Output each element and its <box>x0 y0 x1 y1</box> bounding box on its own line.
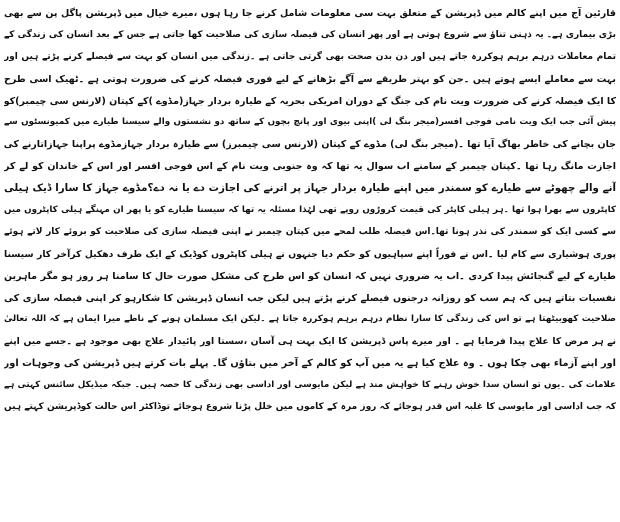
text-line-18: علامات کی ۔یوں تو انسان سدا خوش رہنے کا خواہش مند ہے لیکن مایوسی اور اداسی بھی زندگی کا حصہ ہیں۔ جبکہ میڈیکل سائنس کہتی ہے <box>4 380 616 391</box>
text-line-5: کا ایک فیصلہ کرنے کی ضرورت ویت نام کی جنگ کے دوران امریکی بحریہ کے طیارہ بردار جہاز(مڈوے )کے کپتان (لارنس سی چیمبر)کو <box>4 95 616 107</box>
text-line-19: کہ جب اداسی اور مایوسی کا غلبہ اس قدر ہوجائے کہ روز مرہ کے کاموں میں خلل پڑنا شروع ہوجائے توڈاکٹر اس حالت کوڈپریشن کہتے ہیں <box>4 402 616 413</box>
article-text <box>4 3 616 419</box>
text-line-9: آنے والے چھوٹے سے طیارے کو سمندر میں اپنے طیارہ بردار جہاز پر اترنے کی اجازت دے یا نہ دے؟مڈوے جہاز کا سارا ڈیک ہیلی <box>4 182 616 195</box>
text-line-11: سے کسی ایک کو سمندر کی نذر ہونا تھا۔اس فیصلہ طلب لمحے میں کپتان چیمبر نے اپنی فیصلہ سازی کی صلاحیت کو بروئے کار لاتے ہوئے <box>4 226 616 237</box>
text-line-1: قارئین آج میں اپنے کالم میں ڈپریشن کے متعلق بہت سی معلومات شامل کرنے جا رہا ہوں ،میرے خیال میں ڈپریشن پاگل پن سے بھی <box>4 8 616 19</box>
text-line-17: اور اپنے آزماء بھی چکا ہوں ۔ وہ علاج کیا ہے یہ میں آپ کو کالم کے آخر میں بتاؤں گا۔ پہلے بات کرتے ہیں ڈپریشن کی وجوہات اور <box>4 358 616 370</box>
text-line-2: بڑی بیماری ہے۔ یہ ذہنی تناؤ سے شروع ہوتی ہے اور پھر انسان کی فیصلہ سازی کی صلاحیت کھا جاتی ہے جس کے بعد انسان کی زندگی کے <box>4 29 616 40</box>
text-line-12: پوری ہوشیاری سے کام لیا ۔اس نے فوراً اپنے سپاہیوں کو حکم دیا جنہوں نے ہیلی کاپٹروں کوڈیک کے ایک طرف دھکیل کرآخر کار سیسنا <box>4 248 616 260</box>
text-line-3: تمام معاملات درہم برہم ہوکررہ جاتے ہیں اور دن بدن صحت بھی گرتی جاتی ہے ۔زندگی میں انسان کو بہت سے فیصلے کرنے پڑتے ہیں اور <box>4 51 616 62</box>
text-line-8: اجازت مانگ رہا تھا ۔کپتان چیمبر کے سامنے اب سوال یہ تھا کہ وہ جنوبی ویت نام کے اس فوجی افسر اور اس کے خاندان کو لے کر <box>4 161 616 173</box>
text-line-10: کاپٹروں سے بھرا ہوا تھا ۔ہر ہیلی کاپٹر کی قیمت کروڑوں روپے تھی لہٰذا مسئلہ یہ تھا کہ سیسنا طیارے کو یا پھر ان مہنگے ہیلی کاپٹروں میں <box>4 205 616 216</box>
text-line-13: طیارے کے لیے گنجائش پیدا کردی ۔اب یہ ضروری نہیں کہ انسان کو اس طرح کی مشکل صورت حال کا سامنا ہر روز ہو مگر ماہرین <box>4 270 616 282</box>
text-line-16: نے ہر مرض کا علاج پیدا فرمایا ہے ۔ اور میرے پاس ڈپریشن کا ایک بہت ہی آسان ،سستا اور پائیدار علاج بھی موجود ہے ۔جسے میں اپنے <box>4 336 616 348</box>
text-line-4: بہت سے معاملے ایسے ہوتے ہیں ۔جن کو بہتر طریقے سے آگے بڑھانے کے لیے فوری فیصلہ کرنے کی ضرورت ہوتی ہے ۔ٹھیک اسی طرح <box>4 73 616 85</box>
text-line-7: جان بچانے کی خاطر بھاگ آیا تھا ۔(میجر بنگ لی) مڈوے کے کپتان (لارنس سی چیمبرز) سے طیارہ بردار جہازمڈوے پراپنا جہازاتارنے کی <box>4 139 616 151</box>
text-line-15: صلاحیت کھوبیٹھتا ہے تو اس کی زندگی کا سارا نظام درہم برہم ہوکررہ جاتا ہے ۔لیکن ایک مسلمان ہونے کے ناطے میرا ایمان ہے کہ اللہ تعالیٰ <box>4 314 616 325</box>
text-line-14: نفسیات بتاتے ہیں کہ ہم سب کو روزانہ درجنوں فیصلے کرنے پڑتے ہیں لیکن جب انسان ڈپریشن کا شکارہو کر اپنی فیصلہ سازی کی <box>4 292 616 304</box>
text-line-6: پیش آئی جب ایک ویت نامی فوجی افسر(میجر بنگ لی )اپنی بیوی اور پانچ بچوں کے ساتھ دو نشستوں والے سیسنا طیارے میں کمیونسٹوں سے <box>4 117 616 128</box>
